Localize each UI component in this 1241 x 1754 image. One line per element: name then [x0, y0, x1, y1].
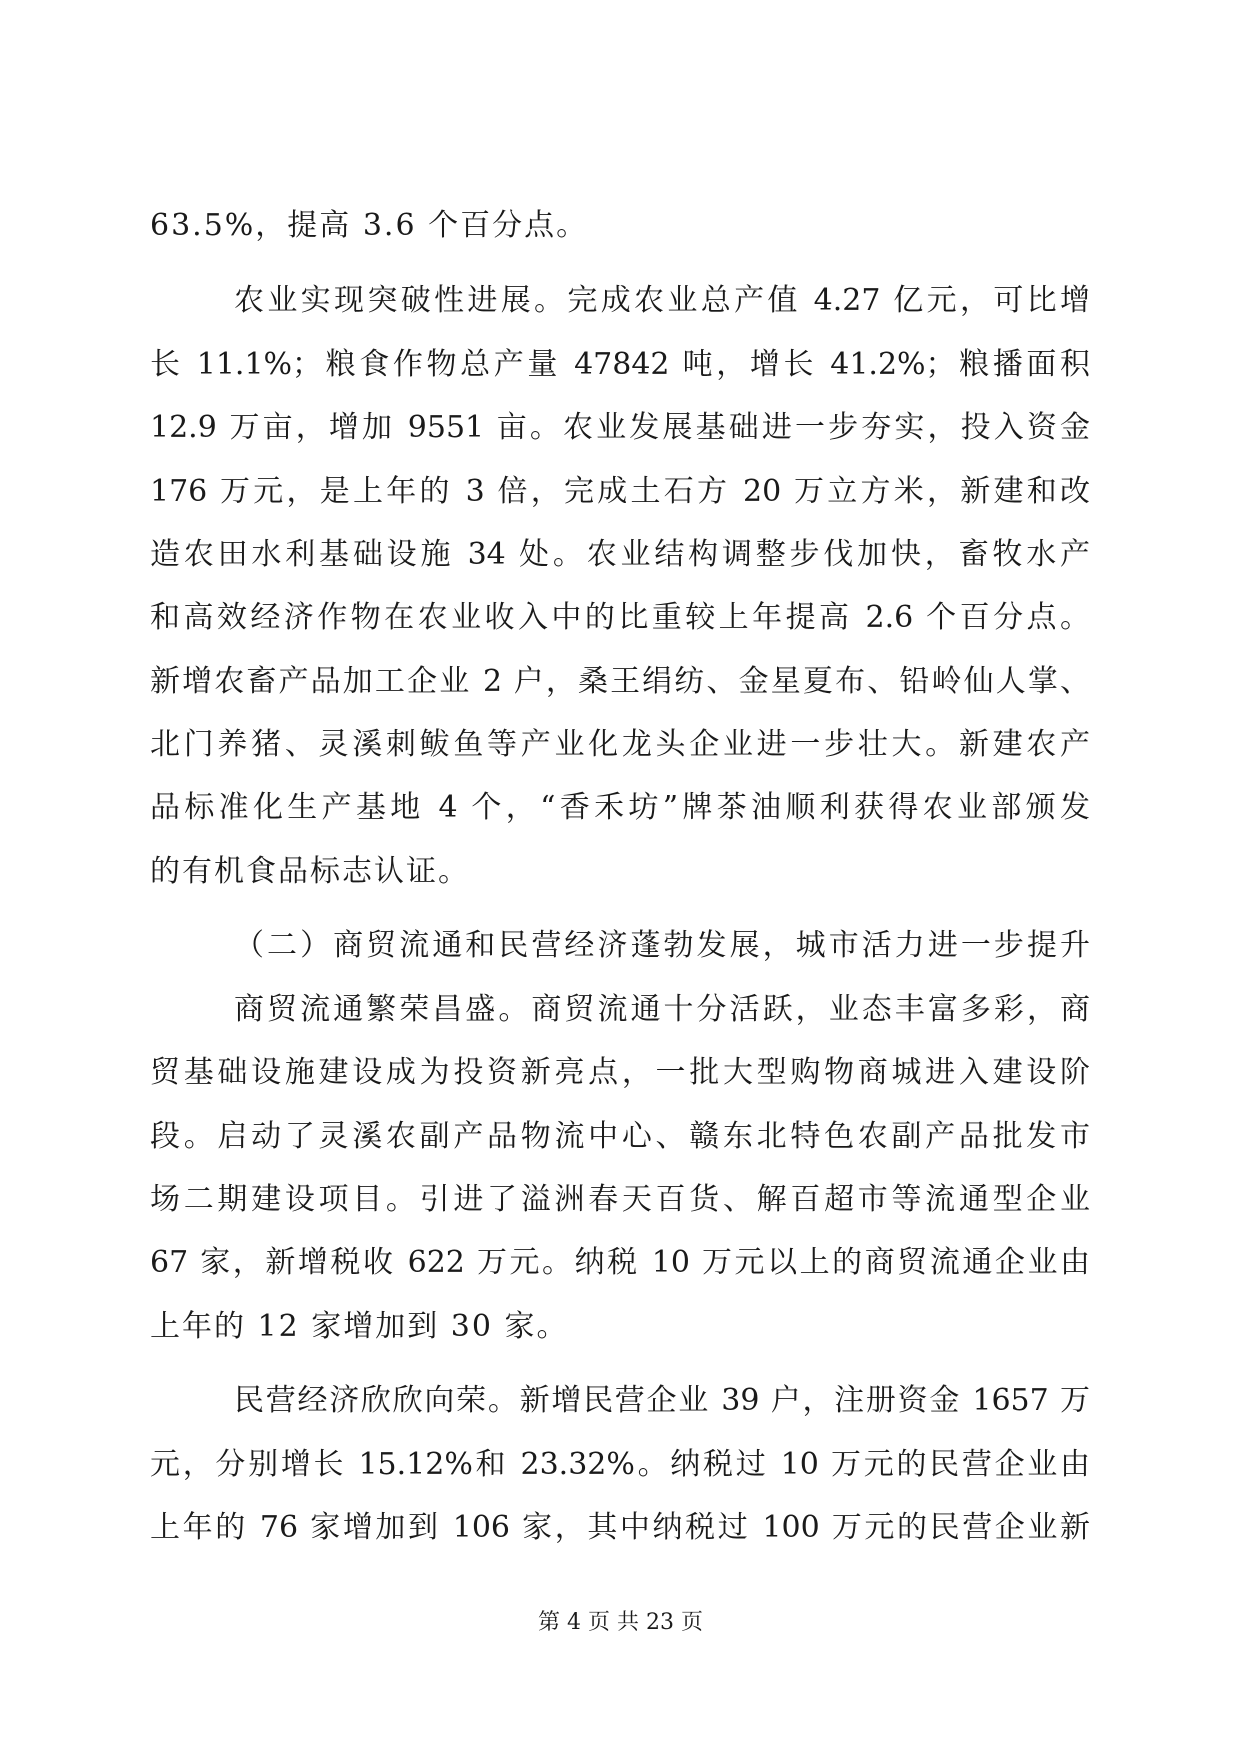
- text-line: 新增农畜产品加工企业 2 户，桑王绢纺、金星夏布、铅岭仙人掌、: [150, 664, 1090, 699]
- text-line: 商贸流通繁荣昌盛。商贸流通十分活跃，业态丰富多彩，商: [234, 992, 1090, 1027]
- text-line: 的有机食品标志认证。: [150, 854, 470, 889]
- text-line: 63.5%，提高 3.6 个百分点。: [150, 208, 589, 243]
- text-line: 67 家，新增税收 622 万元。纳税 10 万元以上的商贸流通企业由: [150, 1245, 1090, 1280]
- text-line: 贸基础设施建设成为投资新亮点，一批大型购物商城进入建设阶: [150, 1055, 1090, 1090]
- page-footer: 第 4 页 共 23 页: [538, 1610, 703, 1635]
- text-line: 上年的 12 家增加到 30 家。: [150, 1309, 569, 1344]
- text-line: 场二期建设项目。引进了溢洲春天百货、解百超市等流通型企业: [150, 1182, 1090, 1217]
- text-line: 12.9 万亩，增加 9551 亩。农业发展基础进一步夯实，投入资金: [150, 410, 1090, 445]
- text-line: 176 万元，是上年的 3 倍，完成土石方 20 万立方米，新建和改: [150, 474, 1090, 509]
- text-line: 上年的 76 家增加到 106 家，其中纳税过 100 万元的民营企业新: [150, 1510, 1090, 1545]
- text-line: 品标准化生产基地 4 个，“香禾坊”牌茶油顺利获得农业部颁发: [150, 790, 1090, 825]
- text-line: 长 11.1%；粮食作物总产量 47842 吨，增长 41.2%；粮播面积: [150, 347, 1090, 382]
- text-line: 北门养猪、灵溪刺鲅鱼等产业化龙头企业进一步壮大。新建农产: [150, 727, 1090, 762]
- text-line: 元，分别增长 15.12%和 23.32%。纳税过 10 万元的民营企业由: [150, 1447, 1090, 1482]
- text-line: 民营经济欣欣向荣。新增民营企业 39 户，注册资金 1657 万: [234, 1383, 1090, 1418]
- text-line: 农业实现突破性进展。完成农业总产值 4.27 亿元，可比增: [234, 283, 1090, 318]
- text-line: （二）商贸流通和民营经济蓬勃发展，城市活力进一步提升: [234, 928, 1090, 963]
- text-line: 造农田水利基础设施 34 处。农业结构调整步伐加快，畜牧水产: [150, 537, 1090, 572]
- text-line: 段。启动了灵溪农副产品物流中心、赣东北特色农副产品批发市: [150, 1119, 1090, 1154]
- text-line: 和高效经济作物在农业收入中的比重较上年提高 2.6 个百分点。: [150, 600, 1090, 635]
